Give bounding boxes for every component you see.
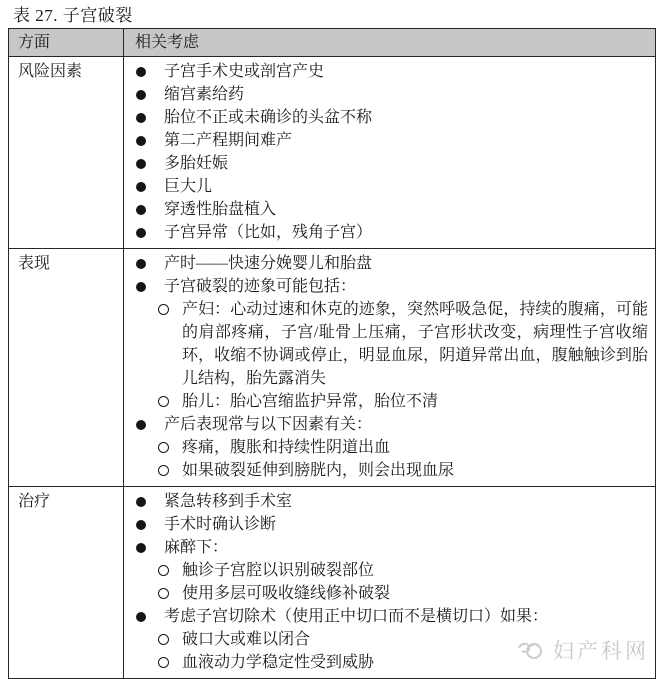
- filled-bullet-icon: [136, 182, 146, 192]
- item-text: 子宫破裂的迹象可能包括：: [164, 278, 357, 295]
- item-text: 破口大或难以闭合: [182, 631, 311, 648]
- list-item: [135, 490, 648, 513]
- item-text: 穿透性胎盘植入: [164, 201, 277, 218]
- list-item: [158, 559, 648, 582]
- filled-bullet-icon: [136, 67, 146, 77]
- filled-bullet-icon: [136, 282, 146, 292]
- list-item: [135, 252, 648, 275]
- list-item: [158, 298, 648, 390]
- item-text: 缩宫素给药: [164, 86, 245, 103]
- list-item: [135, 536, 648, 559]
- list-item: [135, 413, 648, 436]
- item-text: 子宫异常（比如，残角子宫）: [164, 224, 373, 241]
- list-item: [135, 60, 648, 83]
- hollow-bullet-icon: [158, 565, 169, 576]
- filled-bullet-icon: [136, 113, 146, 123]
- hollow-bullet-icon: [158, 465, 169, 476]
- hollow-bullet-icon: [158, 396, 169, 407]
- list-item: [158, 390, 648, 413]
- list-item: [158, 436, 648, 459]
- hollow-bullet-icon: [158, 634, 169, 645]
- filled-bullet-icon: [136, 259, 146, 269]
- item-text: 胎儿：胎心宫缩监护异常，胎位不清: [182, 393, 439, 410]
- hollow-bullet-icon: [158, 588, 169, 599]
- hollow-bullet-icon: [158, 657, 169, 668]
- aspect-cell: 风险因素: [9, 57, 124, 249]
- header-row: [9, 29, 656, 57]
- item-text: 紧急转移到手术室: [164, 493, 293, 510]
- filled-bullet-icon: [136, 205, 146, 215]
- item-text: 第二产程期间难产: [164, 132, 293, 149]
- item-text: 触诊子宫腔以识别破裂部位: [182, 562, 375, 579]
- item-text: 巨大儿: [164, 178, 213, 195]
- filled-bullet-icon: [136, 136, 146, 146]
- filled-bullet-icon: [136, 90, 146, 100]
- uterine-rupture-table: [8, 28, 656, 679]
- filled-bullet-icon: [136, 520, 146, 530]
- filled-bullet-icon: [136, 497, 146, 507]
- header-aspect: 方面: [9, 29, 124, 57]
- item-text: 产时——快速分娩婴儿和胎盘: [164, 255, 373, 272]
- item-text: 如果破裂延伸到膀胱内，则会出现血尿: [182, 462, 455, 479]
- filled-bullet-icon: [136, 420, 146, 430]
- table-row: [9, 249, 656, 487]
- aspect-cell: 表现: [9, 249, 124, 487]
- watermark-logo-icon: [516, 638, 546, 662]
- item-text: 疼痛，腹胀和持续性阴道出血: [182, 439, 391, 456]
- item-text: 产妇：心动过速和休克的迹象，突然呼吸急促，持续的腹痛，可能的肩部疼痛，子宫/耻骨上压痛，子宫形状改变，病理性子宫收缩环，收缩不协调或停止，明显血尿，阴道异常出血，腹触触诊到胎儿结构，胎先露消失: [182, 301, 648, 387]
- list-item: [158, 459, 648, 482]
- item-text: 产后表现常与以下因素有关：: [164, 416, 373, 433]
- list-item: [135, 275, 648, 298]
- list-item: [158, 582, 648, 605]
- filled-bullet-icon: [136, 228, 146, 238]
- list-item: [135, 129, 648, 152]
- item-text: 胎位不正或未确诊的头盆不称: [164, 109, 373, 126]
- list-item: [135, 513, 648, 536]
- hollow-bullet-icon: [158, 442, 169, 453]
- filled-bullet-icon: [136, 612, 146, 622]
- item-text: 使用多层可吸收缝线修补破裂: [182, 585, 391, 602]
- item-text: 多胎妊娠: [164, 155, 229, 172]
- list-item: [135, 106, 648, 129]
- list-item: [135, 198, 648, 221]
- considerations-cell: [124, 57, 656, 249]
- list-item: [135, 152, 648, 175]
- item-text: 麻醉下：: [164, 539, 229, 556]
- watermark-text: 妇产科网: [553, 639, 649, 663]
- filled-bullet-icon: [136, 543, 146, 553]
- list-item: [135, 221, 648, 244]
- list-item: [135, 605, 648, 628]
- table-title: 表 27. 子宫破裂: [13, 6, 133, 25]
- list-item: [135, 175, 648, 198]
- watermark: [516, 635, 649, 665]
- header-considerations: 相关考虑: [124, 29, 656, 57]
- list-item: [135, 83, 648, 106]
- aspect-cell: 治疗: [9, 487, 124, 679]
- considerations-cell: [124, 249, 656, 487]
- item-text: 子宫手术史或剖宫产史: [164, 63, 325, 80]
- item-text: 手术时确认诊断: [164, 516, 277, 533]
- filled-bullet-icon: [136, 159, 146, 169]
- item-text: 血液动力学稳定性受到威胁: [182, 654, 375, 671]
- hollow-bullet-icon: [158, 304, 169, 315]
- table-row: [9, 57, 656, 249]
- item-text: 考虑子宫切除术（使用正中切口而不是横切口）如果：: [164, 608, 549, 625]
